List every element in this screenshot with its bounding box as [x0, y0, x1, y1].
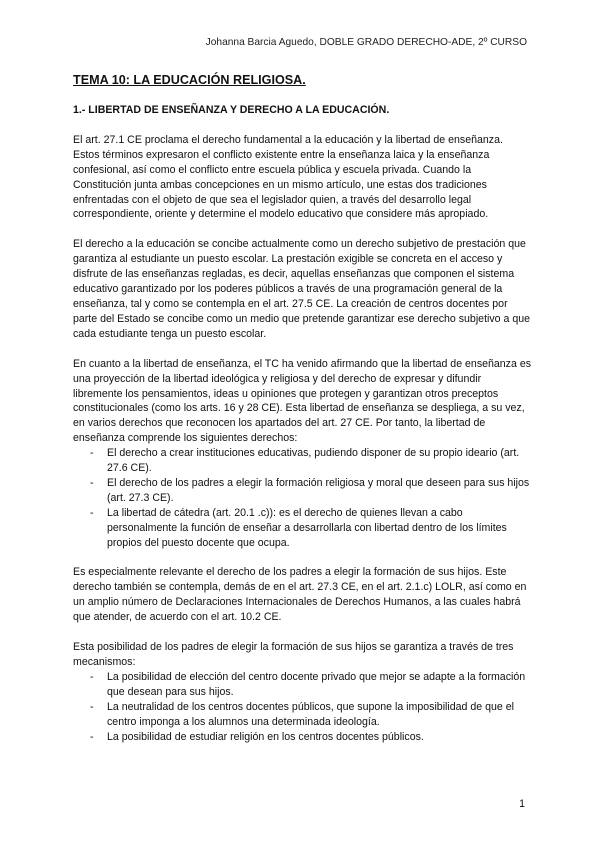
page-header: Johanna Barcia Aguedo, DOBLE GRADO DERECHO-ADE, 2º CURSO: [205, 37, 527, 48]
paragraph-1: El art. 27.1 CE proclama el derecho fundamental a la educación y la libertad de enseñanza. Estos términos expresaron el conflicto existente entre la enseñanza laica y la enseñanza confesional, así como el conflicto entre escuela pública y escuela privada. Cuando la Constitución junta ambas concepciones en un mismo artículo, une estas dos tradiciones enfrentadas con el objeto de que sea el legislador quien, a través del desarrollo legal correspondiente, oriente y determine el modelo educativo que considere más apropiado.: [73, 133, 503, 221]
list-item: - La posibilidad de estudiar religión en los centros docentes públicos.: [73, 730, 531, 745]
paragraph-2: El derecho a la educación se concibe actualmente como un derecho subjetivo de prestación que garantiza al estudiante un puesto escolar. La prestación exigible se concreta en el acceso y disfrute de las enseñanzas regladas, es decir, aquellas enseñanzas que componen el sistema educativo garantizado por los poderes públicos a través de una programación general de la enseñanza, tal y como se contempla en el art. 27.5 CE. La creación de centros docentes por parte del Estado se concibe como un medio que pretende garantizar ese derecho subjetivo a que cada estudiante tenga un puesto escolar.: [73, 238, 531, 340]
list-item: - La libertad de cátedra (art. 20.1 .c)): es el derecho de quienes llevan a cabo personalmente la función de enseñar a desarrollarla con libertad dentro de los límites propios del puesto docente que ocupa.: [73, 506, 531, 551]
section-heading: 1.- LIBERTAD DE ENSEÑANZA Y DERECHO A LA EDUCACIÓN.: [73, 104, 390, 116]
list-item: - El derecho de los padres a elegir la formación religiosa y moral que deseen para sus hijos (art. 27.3 CE).: [73, 476, 531, 506]
page-number: 1: [519, 798, 525, 810]
rights-list: [73, 446, 531, 550]
document-body: [73, 72, 531, 759]
list-item: - La neutralidad de los centros docentes públicos, que supone la imposibilidad de que el centro imponga a los alumnos una determinada ideología.: [73, 700, 531, 730]
paragraph-3: En cuanto a la libertad de enseñanza, el TC ha venido afirmando que la libertad de enseñanza es una proyección de la libertad ideológica y religiosa y del derecho de expresar y difundir libremente los pensamientos, ideas u opiniones que protegen y garantizan otros preceptos constitucionales (como los arts. 16 y 28 CE). Esta libertad de enseñanza se despliega, a su vez, en varios derechos que reconocen los apartados del art. 27 CE. Por tanto, la libertad de enseñanza comprende los siguientes derechos:: [73, 357, 532, 445]
mechanisms-list: [73, 670, 531, 745]
list-item: - El derecho a crear instituciones educativas, pudiendo disponer de su propio ideario (art. 27.6 CE).: [73, 446, 531, 476]
document-title: TEMA 10: LA EDUCACIÓN RELIGIOSA.: [73, 73, 306, 87]
list-item: - La posibilidad de elección del centro docente privado que mejor se adapte a la formación que desean para sus hijos.: [73, 670, 531, 700]
paragraph-5: Esta posibilidad de los padres de elegir la formación de sus hijos se garantiza a través de tres mecanismos:: [73, 641, 514, 668]
paragraph-4: Es especialmente relevante el derecho de los padres a elegir la formación de sus hijos. Este derecho también se contempla, demás de en el art. 27.3 CE, en el art. 2.1.c) LOLR, así como en un amplio número de Declaraciones Internacionales de Derechos Humanos, a las cuales habrá que atender, de acuerdo con el art. 10.2 CE.: [73, 566, 527, 624]
